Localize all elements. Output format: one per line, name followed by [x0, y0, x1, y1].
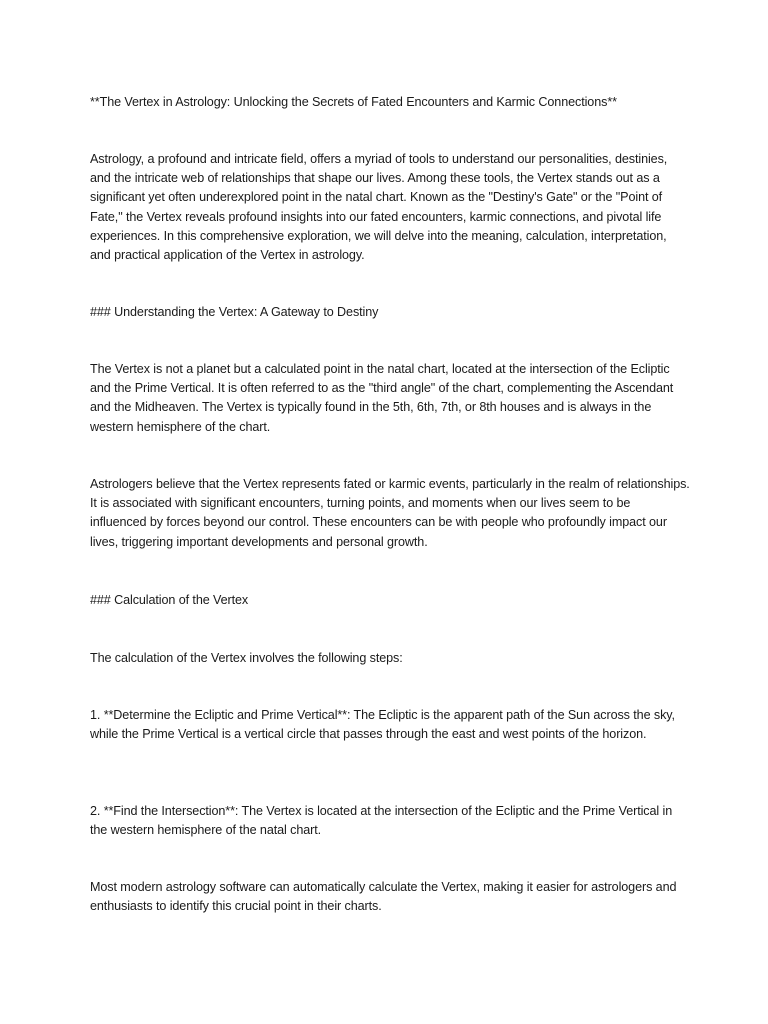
software-note-paragraph: Most modern astrology software can automatically calculate the Vertex, making it easier for astrologers and enthusiasts to identify this crucial point in their charts. [90, 880, 677, 914]
vertex-definition-paragraph: The Vertex is not a planet but a calculated point in the natal chart, located at the intersection of the Ecliptic and the Prime Vertical. It is often referred to as the "third angle" of the chart, complementing the Ascendant and the Midheaven. The Vertex is typically found in the 5th, 6th, 7th, or 8th houses and is always in the western hemisphere of the chart. [90, 362, 674, 434]
calculation-intro-paragraph: The calculation of the Vertex involves the following steps: [90, 651, 403, 665]
calculation-step-1: 1. **Determine the Ecliptic and Prime Vertical**: The Ecliptic is the apparent path of the Sun across the sky, while the Prime Vertical is a vertical circle that passes through the east and west points of the horizon. [90, 708, 675, 742]
astrologers-belief-paragraph: Astrologers believe that the Vertex represents fated or karmic events, particularly in the realm of relationships. It is associated with significant encounters, turning points, and moments when our lives seem to be influenced by forces beyond our control. These encounters can be with people who profoundly impact our lives, triggering important developments and personal growth. [90, 477, 690, 549]
section-heading-understanding: ### Understanding the Vertex: A Gateway to Destiny [90, 305, 379, 319]
document-title: **The Vertex in Astrology: Unlocking the Secrets of Fated Encounters and Karmic Connections** [90, 95, 617, 109]
intro-paragraph: Astrology, a profound and intricate field, offers a myriad of tools to understand our personalities, destinies, and the intricate web of relationships that shape our lives. Among these tools, the Vertex stands out as a significant yet often underexplored point in the natal chart. Known as the "Destiny's Gate" or the "Point of Fate," the Vertex reveals profound insights into our fated encounters, karmic connections, and pivotal life experiences. In this comprehensive exploration, we will delve into the meaning, calculation, interpretation, and practical application of the Vertex in astrology. [90, 152, 668, 263]
section-heading-calculation: ### Calculation of the Vertex [90, 593, 249, 607]
calculation-step-2: 2. **Find the Intersection**: The Vertex is located at the intersection of the Ecliptic and the Prime Vertical in the western hemisphere of the natal chart. [90, 804, 673, 838]
